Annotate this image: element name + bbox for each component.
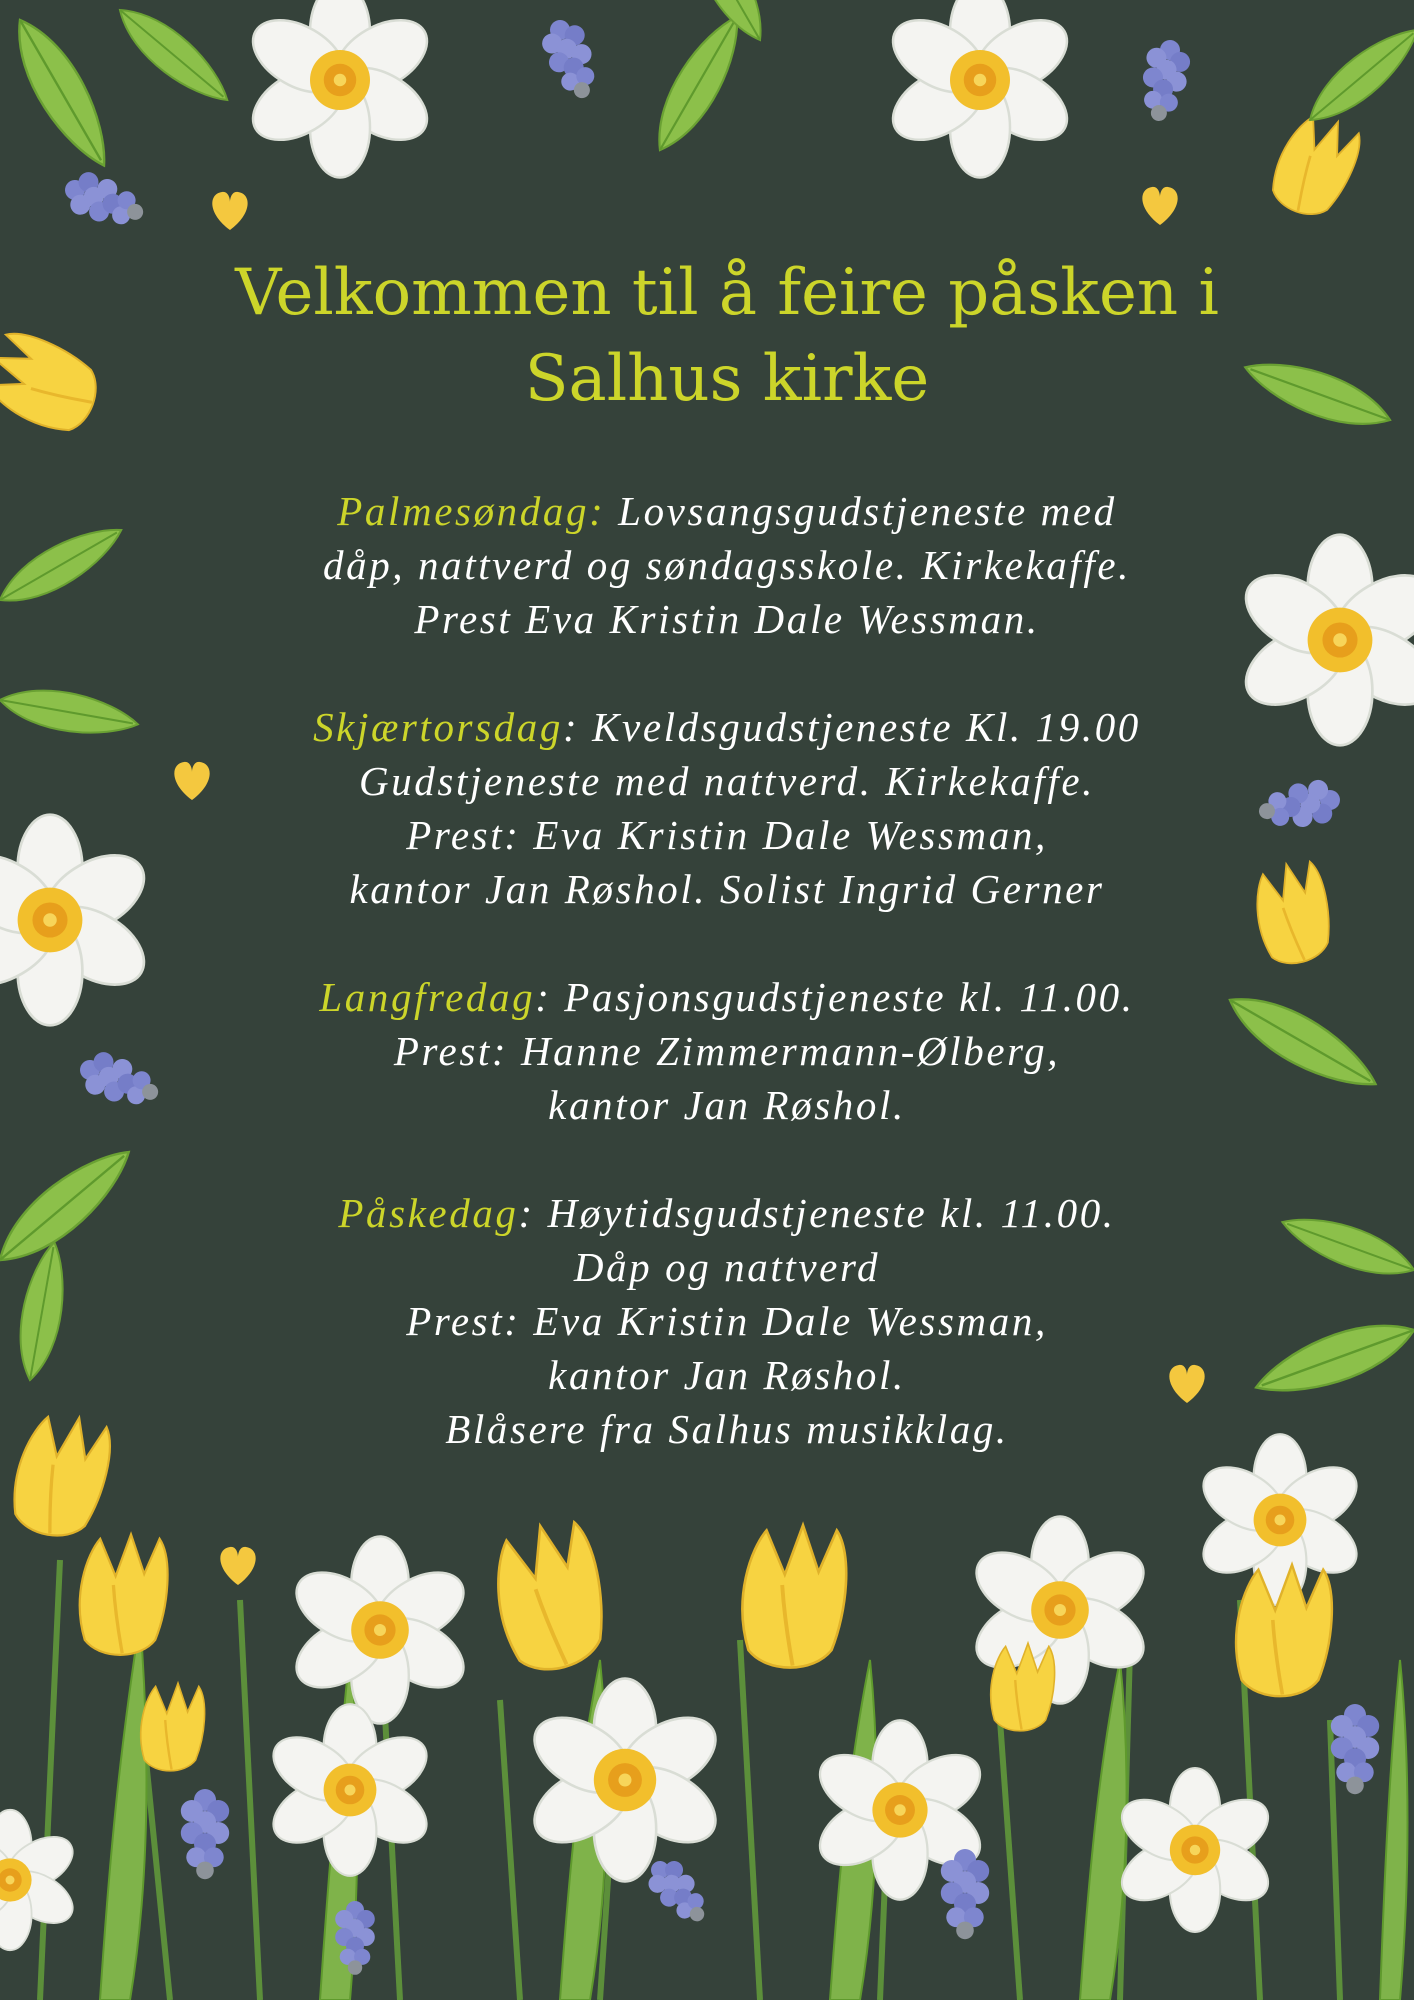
service-summary: : Kveldsgudstjeneste Kl. 19.00	[562, 704, 1141, 750]
service-line: Blåsere fra Salhus musikklag.	[445, 1406, 1009, 1452]
service-day: Langfredag	[319, 974, 536, 1020]
service-line: dåp, nattverd og søndagsskole. Kirkekaffe.	[323, 542, 1131, 588]
service-item	[200, 700, 1254, 916]
service-line: kantor Jan Røshol.	[548, 1352, 906, 1398]
service-list	[200, 484, 1254, 1456]
service-line: Prest Eva Kristin Dale Wessman.	[414, 596, 1040, 642]
service-heading	[200, 1186, 1254, 1240]
service-line: Prest: Hanne Zimmermann-Ølberg,	[393, 1028, 1061, 1074]
service-line: kantor Jan Røshol. Solist Ingrid Gerner	[349, 866, 1105, 912]
service-day: Palmesøndag:	[337, 488, 606, 534]
service-item	[200, 484, 1254, 646]
service-day: Påskedag	[338, 1190, 519, 1236]
service-heading	[200, 970, 1254, 1024]
service-day: Skjærtorsdag	[313, 704, 563, 750]
service-heading	[200, 700, 1254, 754]
poster-title	[200, 250, 1254, 422]
poster-content	[200, 250, 1254, 1510]
service-summary: : Pasjonsgudstjeneste kl. 11.00.	[535, 974, 1135, 1020]
service-line: Prest: Eva Kristin Dale Wessman,	[406, 812, 1048, 858]
service-item	[200, 970, 1254, 1132]
service-line: kantor Jan Røshol.	[548, 1082, 906, 1128]
poster-title-line: Velkommen til å feire påsken i	[235, 256, 1219, 330]
service-line: Gudstjeneste med nattverd. Kirkekaffe.	[358, 758, 1096, 804]
service-summary: Lovsangsgudstjeneste med	[605, 488, 1117, 534]
service-summary: : Høytidsgudstjeneste kl. 11.00.	[518, 1190, 1116, 1236]
service-heading	[200, 484, 1254, 538]
poster-title-line: Salhus kirke	[524, 342, 930, 416]
service-line: Prest: Eva Kristin Dale Wessman,	[406, 1298, 1048, 1344]
service-item	[200, 1186, 1254, 1456]
service-line: Dåp og nattverd	[573, 1244, 881, 1290]
